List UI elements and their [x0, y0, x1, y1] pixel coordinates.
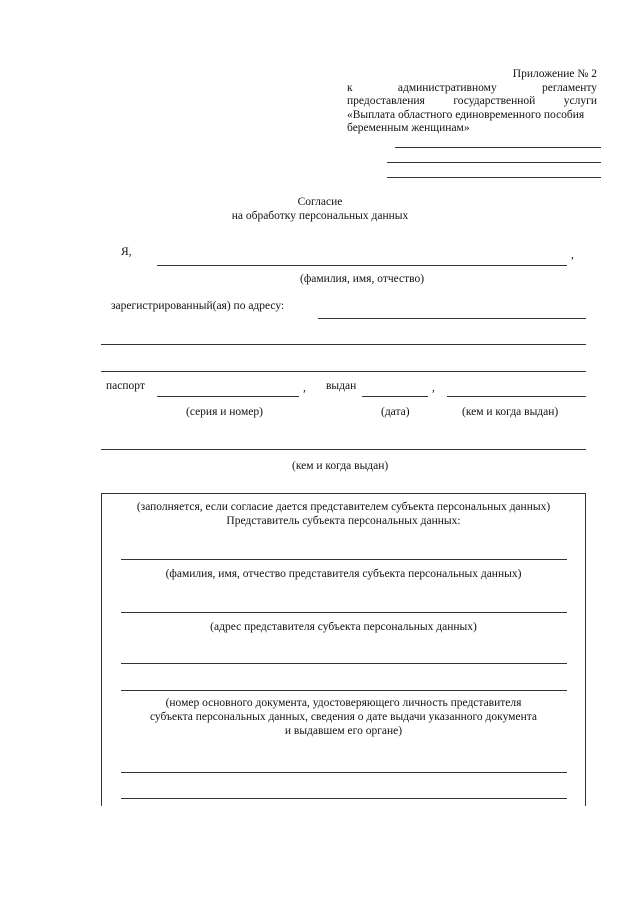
appendix-text: регламенту — [541, 81, 597, 94]
rep-address-caption: (адрес представителя субъекта персональных данных) — [210, 621, 477, 633]
address-input-line-2[interactable] — [101, 344, 586, 345]
document-subtitle: на обработку персональных данных — [231, 210, 409, 222]
rep-doc-caption-3: и выдавшем его органе) — [284, 725, 403, 737]
issued-by-caption: (кем и когда выдан) — [462, 406, 559, 418]
passport-comma: , — [303, 382, 306, 394]
issued-by-input-line[interactable] — [101, 449, 586, 450]
date-caption: (дата) — [381, 406, 410, 418]
appendix-blank-line-1[interactable] — [395, 147, 601, 148]
address-input-line-1[interactable] — [318, 318, 586, 319]
appendix-text: услуги — [563, 95, 597, 107]
representative-box — [101, 493, 586, 806]
appendix-header — [347, 68, 597, 136]
fio-caption: (фамилия, имя, отчество) — [300, 273, 425, 285]
appendix-line-3: «Выплата областного единовременного пособия — [347, 108, 585, 121]
rep-fio-caption: (фамилия, имя, отчество представителя субъекта персональных данных) — [165, 568, 522, 580]
rep-fio-line[interactable] — [121, 559, 567, 560]
appendix-text: предоставления — [347, 95, 425, 107]
address-input-line-3[interactable] — [101, 371, 586, 372]
rep-doc-caption-2: субъекта персональных данных, сведения о дате выдачи указанного документа — [149, 711, 537, 723]
passport-label: паспорт — [106, 380, 145, 392]
rep-extra-line-1[interactable] — [121, 772, 567, 773]
fio-comma: , — [571, 249, 574, 261]
issued-label: выдан — [326, 380, 357, 392]
registered-label: зарегистрированный(ая) по адресу: — [111, 300, 285, 312]
rep-extra-line-2[interactable] — [121, 798, 567, 799]
fio-input-line[interactable] — [157, 265, 567, 266]
appendix-line-4: беременным женщинам» — [347, 122, 470, 134]
appendix-text: государственной — [453, 95, 536, 107]
issued-by-caption-2: (кем и когда выдан) — [292, 460, 389, 472]
rep-doc-caption-1: (номер основного документа, удостоверяющего личность представителя — [165, 697, 522, 709]
representative-title: Представитель субъекта персональных данных: — [226, 515, 461, 527]
appendix-blank-line-3[interactable] — [387, 177, 601, 178]
appendix-text: к — [347, 81, 353, 94]
issued-by-line[interactable] — [447, 396, 586, 397]
representative-note: (заполняется, если согласие дается представителем субъекта персональных данных) — [136, 501, 551, 513]
passport-series-line[interactable] — [157, 396, 299, 397]
appendix-line-2 — [347, 95, 597, 109]
appendix-text: административному — [397, 81, 497, 94]
appendix-title: Приложение № 2 — [512, 68, 597, 80]
rep-document-line-1[interactable] — [121, 663, 567, 664]
rep-address-line[interactable] — [121, 612, 567, 613]
rep-document-line-2[interactable] — [121, 690, 567, 691]
document-title: Согласие — [297, 196, 343, 208]
ya-label: Я, — [121, 246, 132, 258]
series-caption: (серия и номер) — [186, 406, 263, 418]
issued-date-line[interactable] — [362, 396, 428, 397]
appendix-blank-line-2[interactable] — [387, 162, 601, 163]
appendix-line-1 — [347, 82, 597, 96]
issued-comma: , — [432, 382, 435, 394]
